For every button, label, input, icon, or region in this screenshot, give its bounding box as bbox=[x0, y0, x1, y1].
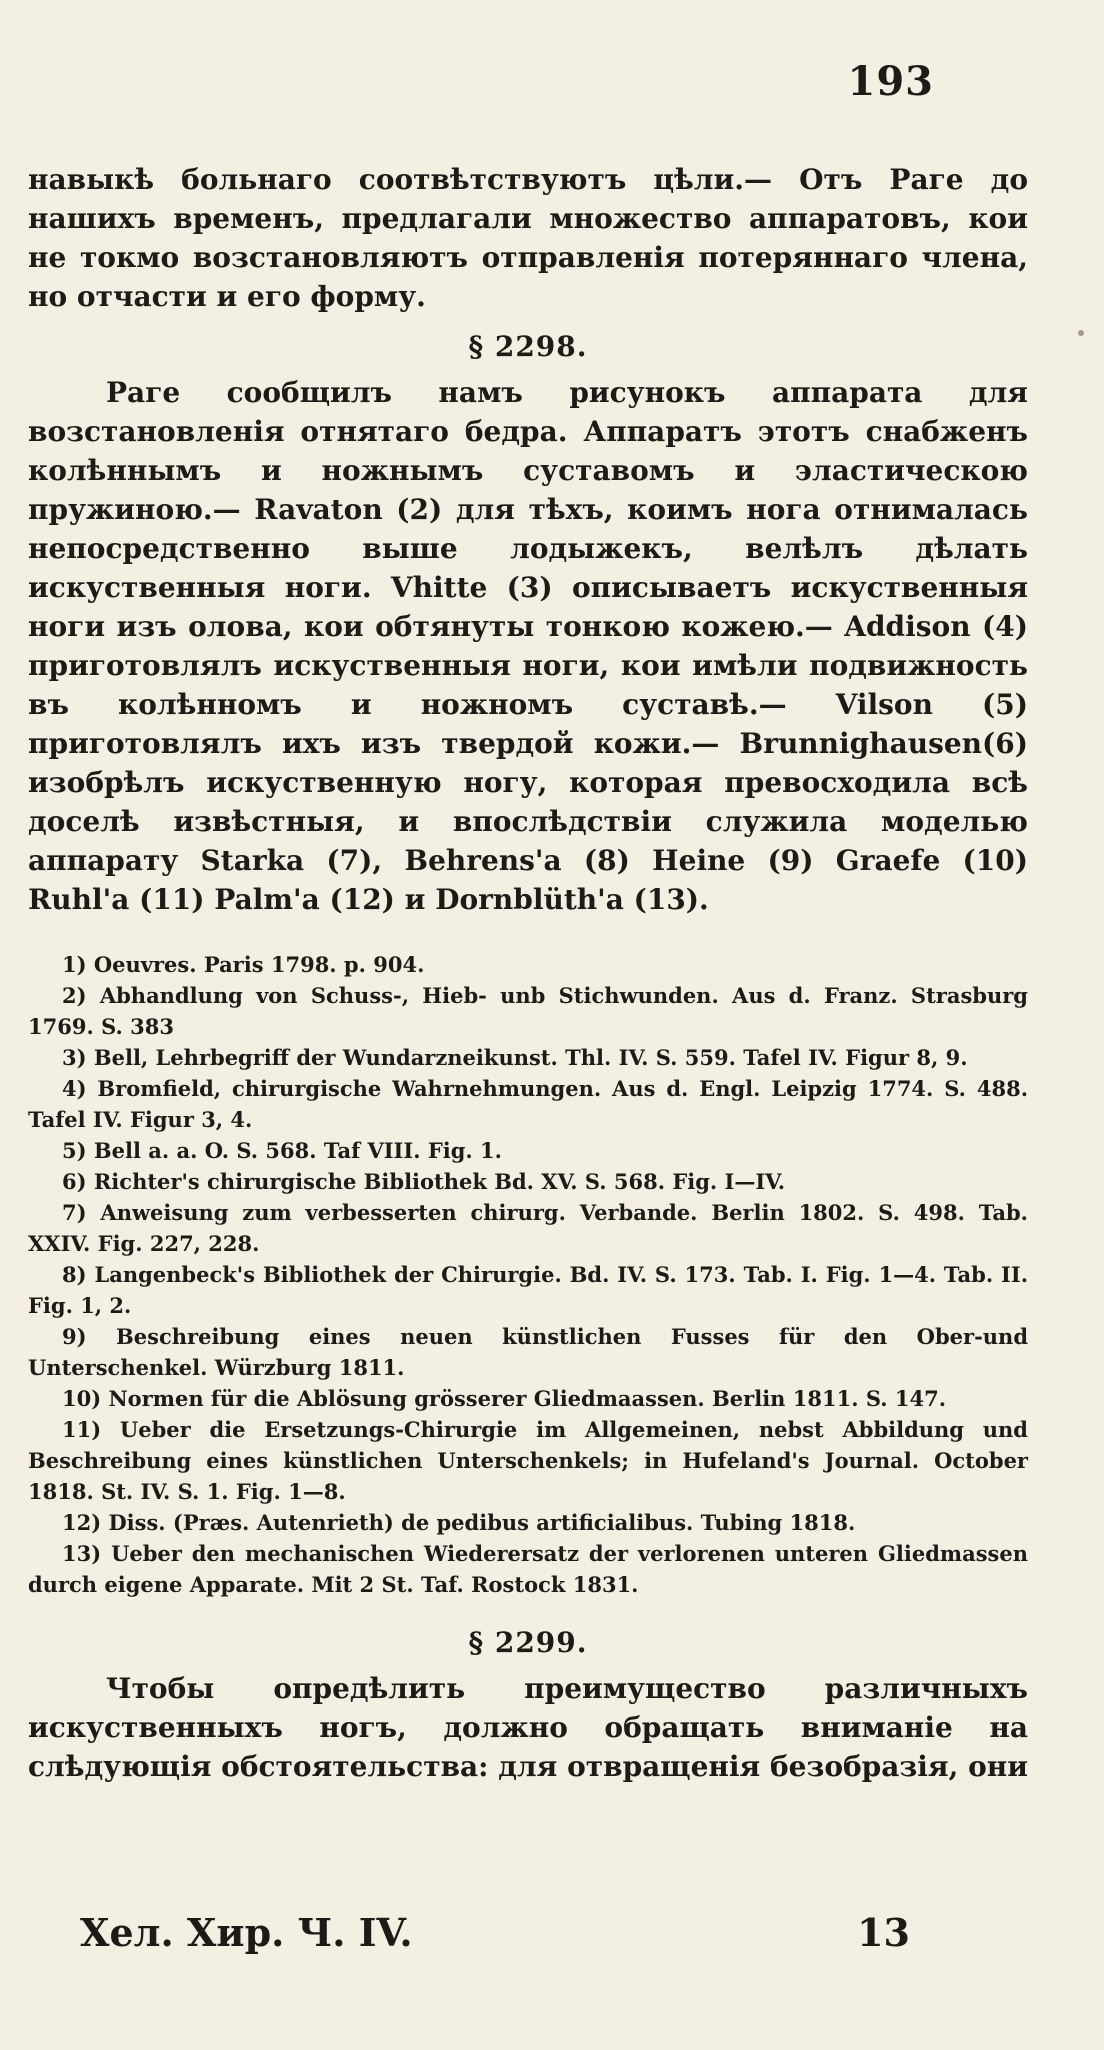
footnote-7: 7) Anweisung zum verbesserten chirurg. Verbande. Berlin 1802. S. 498. Tab. XXIV. Fig. 227, 228. bbox=[28, 1200, 1028, 1256]
footnote-6: 6) Richter's chirurgische Bibliothek Bd. XV. S. 568. Fig. I—IV. bbox=[62, 1169, 786, 1194]
paragraph-2298: Раге сообщилъ намъ рисунокъ аппарата для возстановленія отнятаго бедра. Аппаратъ этотъ снабженъ колѣннымъ и ножнымъ суставомъ и эластическою пружиною.— Ravaton (2) для тѣхъ, коимъ нога отнималась непосредственно выше лодыжекъ, велѣлъ дѣлать искуственныя ноги. Vhitte (3) описываетъ искуственныя ноги изъ олова, кои обтянуты тонкою кожею.— Addison (4) приготовлялъ искуственныя ноги, кои имѣли подвижность въ колѣнномъ и ножномъ суставѣ.— Vilson (5) приготовлялъ ихъ изъ твердой кожи.— Brunnighausen(6) изобрѣлъ искуственную ногу, которая превосходила всѣ доселѣ извѣстныя, и впослѣдствіи служила моделью аппарату Starka (7), Behrens'a (8) Heine (9) Graefe (10) Ruhl'a (11) Palm'a (12) и Dornblüth'a (13). bbox=[28, 376, 1028, 916]
footnote-11: 11) Ueber die Ersetzungs-Chirurgie im Allgemeinen, nebst Abbildung und Beschreibung eines künstlichen Unterschenkels; in Hufeland's Journal. October 1818. St. IV. S. 1. Fig. 1—8. bbox=[28, 1417, 1028, 1504]
footnote-5: 5) Bell a. a. O. S. 568. Taf VIII. Fig. 1. bbox=[62, 1138, 502, 1163]
footer-signature: Хел. Хир. Ч. IV. bbox=[80, 1910, 413, 1955]
paragraph-intro: навыкѣ больнаго соотвѣтствуютъ цѣли.— Отъ Раге до нашихъ временъ, предлагали множество аппаратовъ, кои не токмо возстановляютъ отправленія потеряннаго члена, но отчасти и его форму. bbox=[28, 163, 1028, 313]
section-heading-2299: § 2299. bbox=[468, 1626, 588, 1659]
footnote-12: 12) Diss. (Præs. Autenrieth) de pedibus artificialibus. Tubing 1818. bbox=[62, 1510, 856, 1535]
footnote-4: 4) Bromfield, chirurgische Wahrnehmungen. Aus d. Engl. Leipzig 1774. S. 488. Tafel IV. Figur 3, 4. bbox=[28, 1076, 1028, 1132]
page-footer bbox=[80, 1910, 940, 1955]
footnote-3: 3) Bell, Lehrbegriff der Wundarzneikunst. Thl. IV. S. 559. Tafel IV. Figur 8, 9. bbox=[62, 1045, 968, 1070]
footnote-2: 2) Abhandlung von Schuss-, Hieb- unb Stichwunden. Aus d. Franz. Strasburg 1769. S. 383 bbox=[28, 983, 1028, 1039]
body-text bbox=[28, 160, 1028, 1786]
footnote-1: 1) Oeuvres. Paris 1798. p. 904. bbox=[62, 952, 425, 977]
section-heading-2298: § 2298. bbox=[468, 330, 588, 363]
paragraph-2299: Чтобы опредѣлить преимущество различныхъ искуственныхъ ногъ, должно обращать вниманіе на слѣдующія обстоятельства: для отвращенія безобразія, они bbox=[28, 1672, 1029, 1783]
footnote-9: 9) Beschreibung eines neuen künstlichen Fusses für den Ober-und Unterschenkel. Würzburg 1811. bbox=[28, 1324, 1028, 1380]
footnote-10: 10) Normen für die Ablösung grösserer Gliedmaassen. Berlin 1811. S. 147. bbox=[62, 1386, 947, 1411]
footnote-8: 8) Langenbeck's Bibliothek der Chirurgie. Bd. IV. S. 173. Tab. I. Fig. 1—4. Tab. II. Fig. 1, 2. bbox=[28, 1262, 1028, 1318]
footnotes bbox=[28, 949, 1028, 1600]
page-number: 193 bbox=[847, 58, 934, 105]
ink-spot bbox=[1078, 330, 1084, 336]
footer-sheet-number: 13 bbox=[857, 1910, 910, 1955]
footnote-13: 13) Ueber den mechanischen Wiederersatz der verlorenen unteren Gliedmassen durch eigene Apparate. Mit 2 St. Taf. Rostock 1831. bbox=[28, 1541, 1028, 1597]
